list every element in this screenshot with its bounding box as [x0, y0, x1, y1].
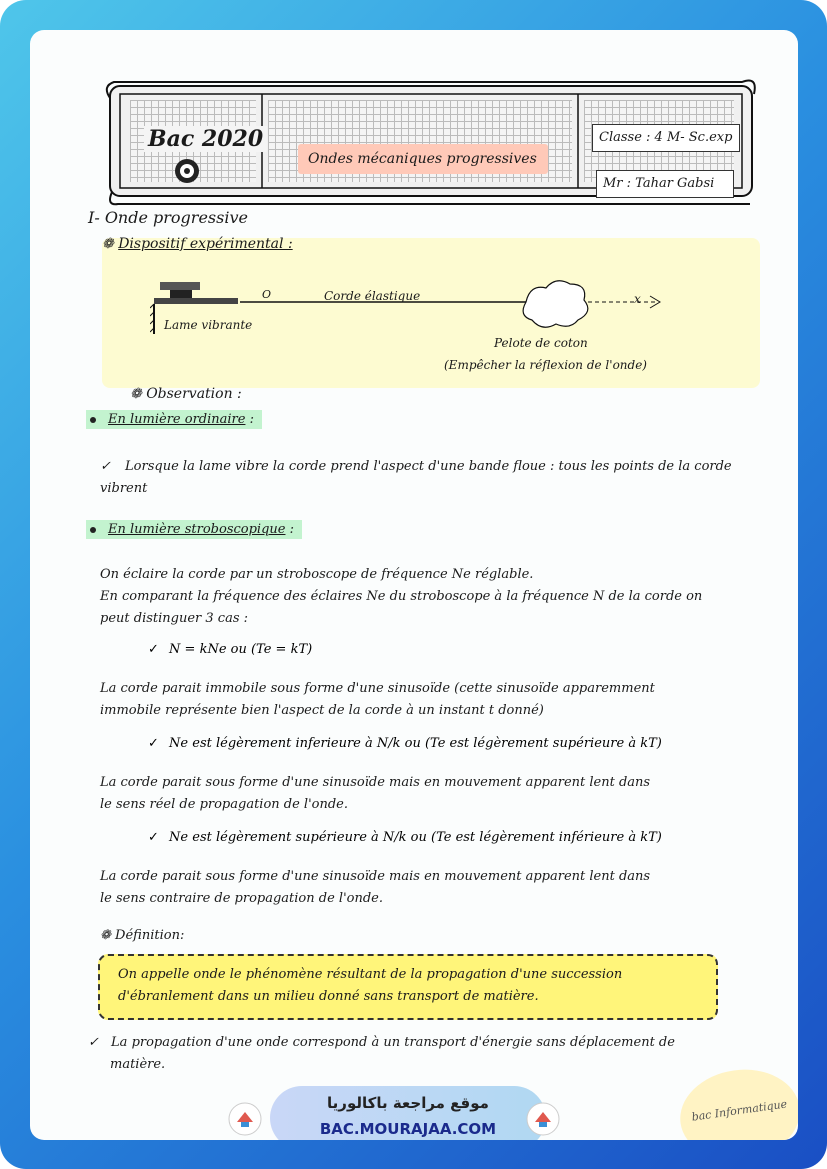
checkmark-icon: ✓: [148, 736, 159, 751]
case-2-line-2: le sens réel de propagation de l'onde.: [100, 797, 349, 812]
site-footer-banner[interactable]: [270, 1086, 546, 1140]
section-heading: I- Onde progressive: [88, 208, 248, 227]
ordinary-light-text: ✓ Lorsque la lame vibre la corde prend l'aspect d'une bande floue : tous les points de la corde vibrent: [100, 459, 732, 496]
case-3-formula: ✓ Ne est légèrement supérieure à N/k ou (Te est légèrement inférieure à kT): [148, 830, 662, 845]
definition-text: [118, 964, 708, 1008]
vibrator-base: [170, 290, 192, 298]
case-2-text: [100, 772, 780, 816]
blade-label: Lame vibrante: [164, 318, 253, 332]
stroboscopic-light-item: En lumière stroboscopique :: [86, 520, 302, 539]
observation-heading: ❁ Observation :: [130, 386, 242, 402]
site-logo-icon: [228, 1102, 262, 1136]
site-logo-icon: [526, 1102, 560, 1136]
definition-heading: ❁ Définition:: [100, 928, 185, 943]
document-page: [30, 30, 798, 1140]
definition-line-2: d'ébranlement dans un milieu donné sans transport de matière.: [118, 989, 539, 1004]
definition-line-1: On appelle onde le phénomène résultant de la propagation d'une succession: [118, 967, 623, 982]
ordinary-light-item: En lumière ordinaire :: [86, 410, 262, 429]
energy-note: ✓ La propagation d'une onde correspond à un transport d'énergie sans déplacement de matière.: [88, 1032, 768, 1076]
vibrating-blade: [154, 298, 238, 304]
cotton-label: Pelote de coton: [494, 336, 588, 350]
checkmark-icon: ✓: [148, 830, 159, 845]
case-1-text: [100, 678, 780, 722]
case-2-formula: ✓ Ne est légèrement inferieure à N/k ou (Te est légèrement supérieure à kT): [148, 736, 662, 751]
case-2-line-1: La corde parait sous forme d'une sinusoïde mais en mouvement apparent lent dans: [100, 775, 651, 790]
pinwheel-icon: ❁: [130, 386, 142, 402]
case-3-line-1: La corde parait sous forme d'une sinusoïde mais en mouvement apparent lent dans: [100, 869, 651, 884]
badge-text: bac Informatique: [690, 1097, 788, 1124]
pinwheel-icon: ❁: [102, 236, 114, 252]
energy-note-line-2: matière.: [110, 1057, 166, 1072]
case-3-line-2: le sens contraire de propagation de l'onde.: [100, 891, 383, 906]
cotton-note: (Empêcher la réflexion de l'onde): [444, 358, 647, 372]
setup-heading: ❁ Dispositif expérimental :: [102, 236, 293, 252]
vibrator-body: [160, 282, 200, 290]
checkmark-icon: ✓: [100, 459, 111, 474]
strobo-intro-line-2: En comparant la fréquence des éclaires Ne du stroboscope à la fréquence N de la corde on: [100, 589, 703, 604]
strobo-intro-line-3: peut distinguer 3 cas :: [100, 611, 249, 626]
definition-box: [98, 954, 718, 1020]
class-label: Classe : 4 M- Sc.exp: [592, 124, 740, 152]
case-1-line-1: La corde parait immobile sous forme d'une sinusoïde (cette sinusoïde apparemment: [100, 681, 655, 696]
cotton-ball: [523, 281, 588, 327]
checkmark-icon: ✓: [148, 642, 159, 657]
checkmark-icon: ✓: [88, 1035, 99, 1050]
origin-label: O: [262, 288, 272, 301]
case-3-text: [100, 866, 780, 910]
logo-icon: [174, 158, 200, 184]
case-1-line-2: immobile représente bien l'aspect de la corde à un instant t donné): [100, 703, 544, 718]
pinwheel-icon: ❁: [100, 928, 111, 943]
cord-label: Corde élastique: [324, 289, 421, 303]
x-axis-label: x: [634, 292, 641, 306]
site-url[interactable]: BAC.MOURAJAA.COM: [319, 1120, 497, 1138]
strobo-intro-line-1: On éclaire la corde par un stroboscope de fréquence Ne réglable.: [100, 567, 534, 582]
case-1-formula: ✓ N = kNe ou (Te = kT): [148, 642, 313, 657]
course-title: Ondes mécaniques progressives: [298, 144, 548, 174]
bac-year-label: Bac 2020: [144, 126, 267, 152]
bullet-icon: [90, 417, 96, 423]
bullet-icon: [90, 527, 96, 533]
teacher-label: Mr : Tahar Gabsi: [596, 170, 734, 198]
strobo-intro: [100, 564, 780, 630]
title-banner: [102, 74, 762, 208]
site-name-arabic[interactable]: موقع مراجعة باكالوريا: [327, 1094, 489, 1112]
